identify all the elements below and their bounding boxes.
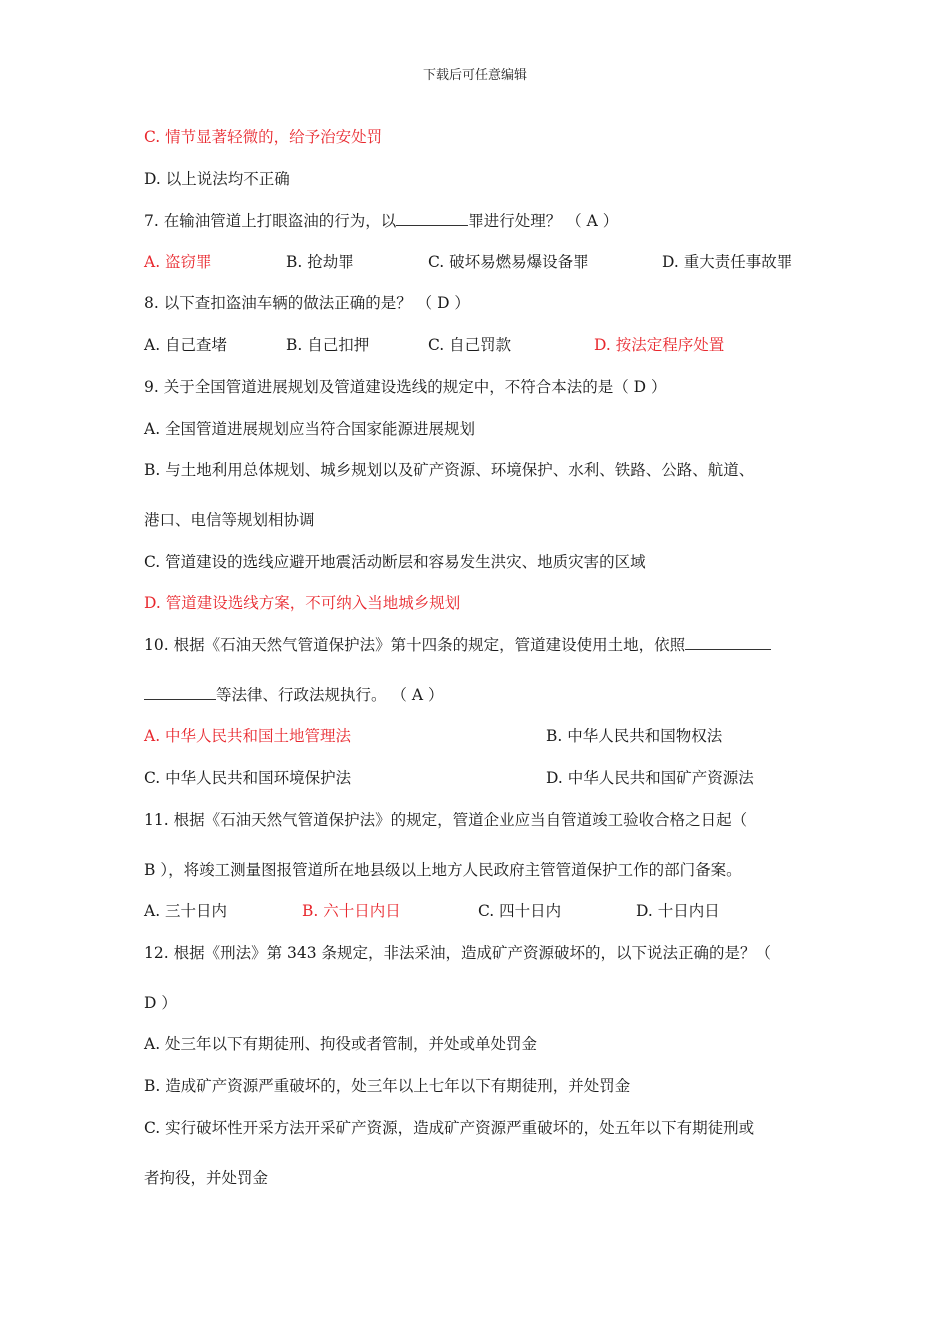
q10-options-row1 bbox=[144, 725, 824, 747]
q10-blank-2 bbox=[144, 685, 216, 700]
q7-stem-part1: 7. 在输油管道上打眼盗油的行为，以 bbox=[144, 212, 397, 230]
q6-option-c: C. 情节显著轻微的，给予治安处罚 bbox=[144, 128, 383, 146]
q7-option-d: D. 重大责任事故罪 bbox=[662, 253, 793, 271]
q11-option-a: A. 三十日内 bbox=[144, 902, 228, 920]
q11-option-b: B. 六十日内日 bbox=[302, 902, 401, 920]
q12-option-c-line2: 者拘役，并处罚金 bbox=[144, 1169, 269, 1187]
q7-blank bbox=[396, 211, 468, 226]
q10-option-c: C. 中华人民共和国环境保护法 bbox=[144, 769, 352, 787]
q10-blank-1 bbox=[685, 635, 771, 650]
q10-stem-line1 bbox=[144, 634, 771, 656]
q9-option-b-line1: B. 与土地利用总体规划、城乡规划以及矿产资源、环境保护、水利、铁路、公路、航道、 bbox=[144, 461, 755, 479]
q11-options bbox=[144, 900, 824, 922]
q10-stem-line2 bbox=[144, 684, 443, 706]
q10-option-d: D. 中华人民共和国矿产资源法 bbox=[546, 769, 754, 787]
q7-stem-part2: 罪进行处理？ （ A ） bbox=[468, 212, 619, 230]
q7-option-b: B. 抢劫罪 bbox=[286, 253, 354, 271]
q6-option-d: D. 以上说法均不正确 bbox=[144, 170, 290, 188]
q7-option-a: A. 盗窃罪 bbox=[144, 253, 212, 271]
q12-option-a: A. 处三年以下有期徒刑、拘役或者管制，并处或单处罚金 bbox=[144, 1035, 538, 1053]
q8-option-b: B. 自己扣押 bbox=[286, 336, 370, 354]
q8-option-a: A. 自己查堵 bbox=[144, 336, 228, 354]
q9-option-b-line2: 港口、电信等规划相协调 bbox=[144, 511, 315, 529]
q11-stem-line1: 11. 根据《石油天然气管道保护法》的规定，管道企业应当自管道竣工验收合格之日起（ bbox=[144, 811, 748, 829]
q12-stem-line1: 12. 根据《刑法》第 343 条规定，非法采油，造成矿产资源破坏的，以下说法正确的是？（ bbox=[144, 944, 772, 962]
q12-option-c-line1: C. 实行破坏性开采方法开采矿产资源，造成矿产资源严重破坏的，处五年以下有期徒刑或 bbox=[144, 1119, 755, 1137]
q9-option-c: C. 管道建设的选线应避开地震活动断层和容易发生洪灾、地质灾害的区域 bbox=[144, 553, 646, 571]
q9-option-a: A. 全国管道进展规划应当符合国家能源进展规划 bbox=[144, 420, 476, 438]
q10-stem-part1: 10. 根据《石油天然气管道保护法》第十四条的规定，管道建设使用土地，依照 bbox=[144, 636, 686, 654]
q7-option-c: C. 破坏易燃易爆设备罪 bbox=[428, 253, 589, 271]
q10-option-b: B. 中华人民共和国物权法 bbox=[546, 727, 723, 745]
q8-options bbox=[144, 334, 824, 356]
q8-option-d: D. 按法定程序处置 bbox=[594, 336, 725, 354]
q10-option-a: A. 中华人民共和国土地管理法 bbox=[144, 727, 352, 745]
q11-stem-line2: B ），将竣工测量图报管道所在地县级以上地方人民政府主管管道保护工作的部门备案。 bbox=[144, 861, 742, 879]
q8-stem: 8. 以下查扣盗油车辆的做法正确的是？ （ D ） bbox=[144, 294, 470, 312]
q10-options-row2 bbox=[144, 767, 824, 789]
q11-option-d: D. 十日内日 bbox=[636, 902, 720, 920]
q9-option-d: D. 管道建设选线方案，不可纳入当地城乡规划 bbox=[144, 594, 461, 612]
q9-stem: 9. 关于全国管道进展规划及管道建设选线的规定中，不符合本法的是（ D ） bbox=[144, 378, 667, 396]
q7-options bbox=[144, 251, 824, 273]
q12-option-b: B. 造成矿产资源严重破坏的，处三年以上七年以下有期徒刑，并处罚金 bbox=[144, 1077, 631, 1095]
q7-stem bbox=[144, 210, 618, 232]
q8-option-c: C. 自己罚款 bbox=[428, 336, 512, 354]
q11-option-c: C. 四十日内 bbox=[478, 902, 562, 920]
q10-stem-part2: 等法律、行政法规执行。 （ A ） bbox=[216, 686, 444, 704]
q12-stem-line2: D ） bbox=[144, 994, 177, 1012]
page-header: 下载后可任意编辑 bbox=[422, 68, 527, 83]
